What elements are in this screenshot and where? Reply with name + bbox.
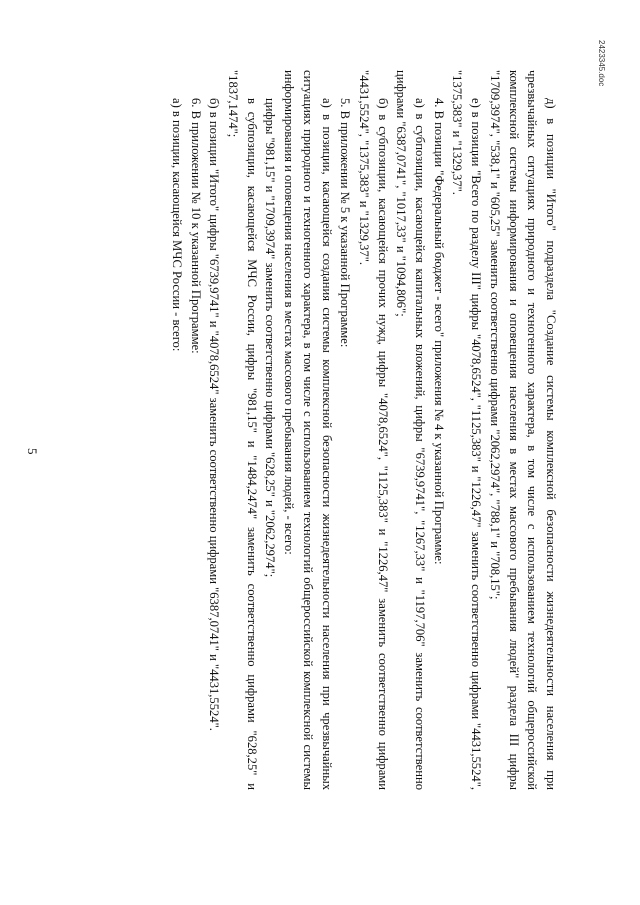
paragraph-d: д) в позиции "Итого" подраздела "Создание системы комплексной безопасности жизнедеятельности населения при чрезвычайных ситуациях природного и техногенного характера, в том числе с использованием технологий общероссийской комплексной системы информирования и оповещения населения в местах массового пребывания людей" раздела III цифры "1709,3974", "538,1" и "605,25" заменить соответственно цифрами "2062,2974", "788,1" и "708,15";	[487, 70, 558, 790]
paragraph-5a: а) в позиции, касающейся создания системы комплексной безопасности жизнедеятельности населения при чрезвычайных ситуациях природного и техногенного характера, в том числе с использованием технологий общероссийской комплексной системы информирования и оповещения населения в местах массового пребывания людей, - всего:	[282, 70, 334, 790]
paragraph-4b: б) в субпозиции, касающейся прочих нужд, цифры "4078,6524", "1125,383" и "1226,47" заменить соответственно цифрами "4431,5524", "1375,383" и "1329,37".	[356, 70, 390, 790]
page-number: 5	[25, 448, 40, 455]
paragraph-5b: б) в позиции "Итого" цифры "6739,9741" и "4078,6524" заменить соответственно цифрами "6387,0741" и "4431,5524".	[207, 98, 222, 731]
document-body	[167, 70, 560, 790]
paragraph-4a: а) в субпозиции, касающейся капитальных вложений, цифры "6739,9741", "1267,33" и "1197,706" заменить соответственно цифрами "6387,0741", "1017,33" и "1094,806";	[394, 70, 428, 790]
paragraph-6a: а) в позиции, касающейся МЧС России - всего:	[169, 98, 184, 352]
paragraph-6: 6. В приложении № 10 к указанной Программе:	[188, 98, 203, 354]
paragraph-5a-digits: цифры "981,15" и "1709,3974" заменить соответственно цифрами "628,25" и "2062,2974";	[263, 98, 278, 578]
file-reference: 2423345.doc	[597, 40, 606, 87]
paragraph-e: е) в позиции "Всего по разделу III" цифры "4078,6524", "1125,383" и "1226,47" заменить соответственно цифрами "4431,5524", "1375,383" и "1329,37".	[450, 70, 484, 790]
paragraph-4: 4. В позиции "Федеральный бюджет - всего" приложения № 4 к указанной Программе:	[431, 98, 446, 565]
paragraph-5: 5. В приложении № 5 к указанной Программе:	[338, 98, 353, 348]
paragraph-5a-subposition: в субпозиции, касающейся МЧС России, цифры "981,15" и "1484,2474" заменить соответственно цифрами "628,25" и "1837,1474";	[226, 70, 259, 790]
